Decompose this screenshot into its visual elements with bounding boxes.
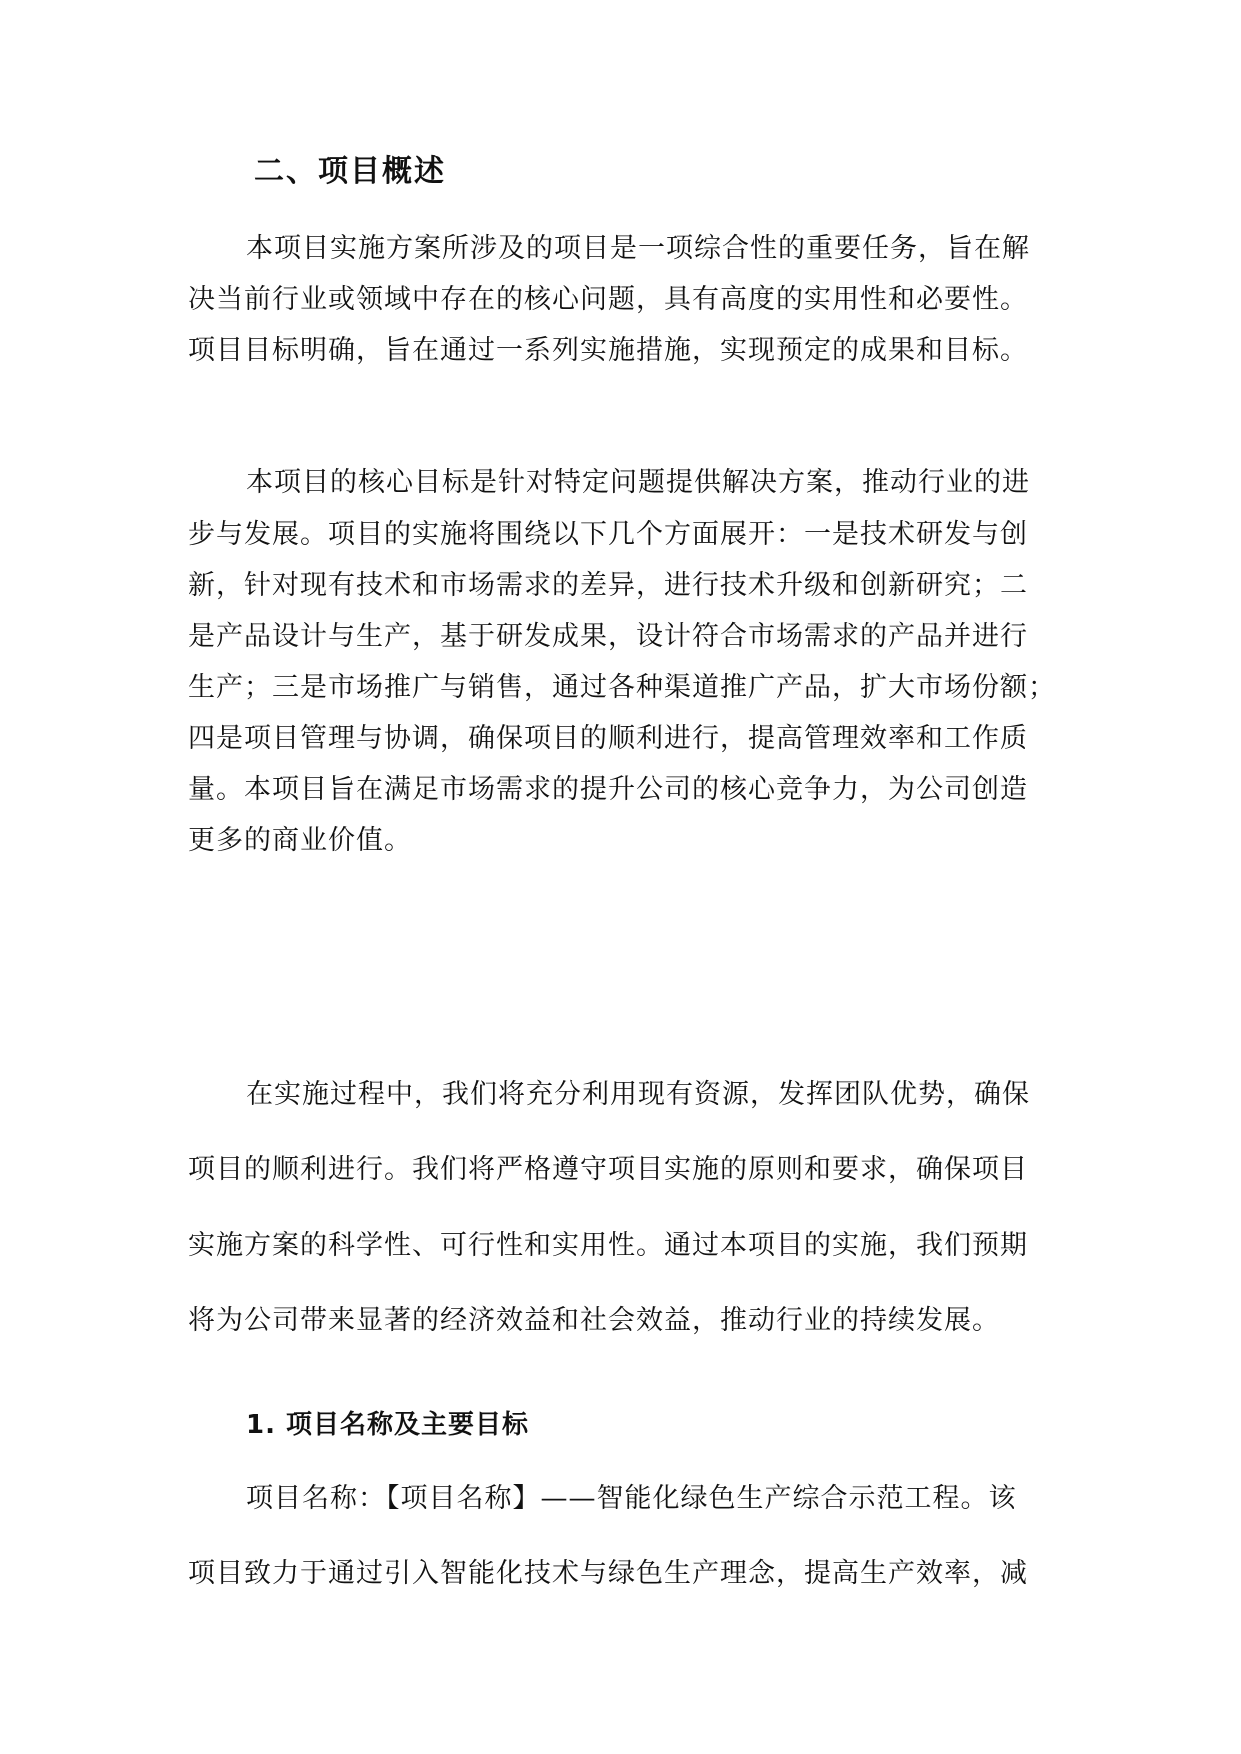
paragraph-1-line-3: 项目目标明确，旨在通过一系列实施措施，实现预定的成果和目标。 <box>188 335 1028 366</box>
subsection-heading: 1. 项目名称及主要目标 <box>246 1410 530 1440</box>
paragraph-3-line-3: 实施方案的科学性、可行性和实用性。通过本项目的实施，我们预期 <box>188 1230 1028 1261</box>
paragraph-2-line-2: 步与发展。项目的实施将围绕以下几个方面展开：一是技术研发与创 <box>188 519 1028 550</box>
paragraph-3-line-2: 项目的顺利进行。我们将严格遵守项目实施的原则和要求，确保项目 <box>188 1154 1028 1185</box>
subsection-paragraph-line-2: 项目致力于通过引入智能化技术与绿色生产理念，提高生产效率，减 <box>188 1558 1028 1589</box>
paragraph-1-line-2: 决当前行业或领域中存在的核心问题，具有高度的实用性和必要性。 <box>188 284 1028 315</box>
paragraph-2-line-6: 四是项目管理与协调，确保项目的顺利进行，提高管理效率和工作质 <box>188 723 1028 754</box>
paragraph-2-line-7: 量。本项目旨在满足市场需求的提升公司的核心竞争力，为公司创造 <box>188 774 1028 805</box>
paragraph-2-line-8: 更多的商业价值。 <box>188 825 412 856</box>
paragraph-3-line-4: 将为公司带来显著的经济效益和社会效益，推动行业的持续发展。 <box>188 1305 1000 1336</box>
paragraph-2-line-4: 是产品设计与生产，基于研发成果，设计符合市场需求的产品并进行 <box>188 621 1028 652</box>
subsection-paragraph-line-1: 项目名称：【项目名称】——智能化绿色生产综合示范工程。该 <box>246 1483 1017 1514</box>
paragraph-1-line-1: 本项目实施方案所涉及的项目是一项综合性的重要任务，旨在解 <box>246 233 1030 264</box>
paragraph-2-line-3: 新，针对现有技术和市场需求的差异，进行技术升级和创新研究；二 <box>188 570 1028 601</box>
section-heading: 二、项目概述 <box>254 154 446 189</box>
paragraph-2-line-5: 生产；三是市场推广与销售，通过各种渠道推广产品，扩大市场份额； <box>188 672 1056 703</box>
paragraph-3-line-1: 在实施过程中，我们将充分利用现有资源，发挥团队优势，确保 <box>246 1079 1030 1110</box>
paragraph-2-line-1: 本项目的核心目标是针对特定问题提供解决方案，推动行业的进 <box>246 467 1030 498</box>
